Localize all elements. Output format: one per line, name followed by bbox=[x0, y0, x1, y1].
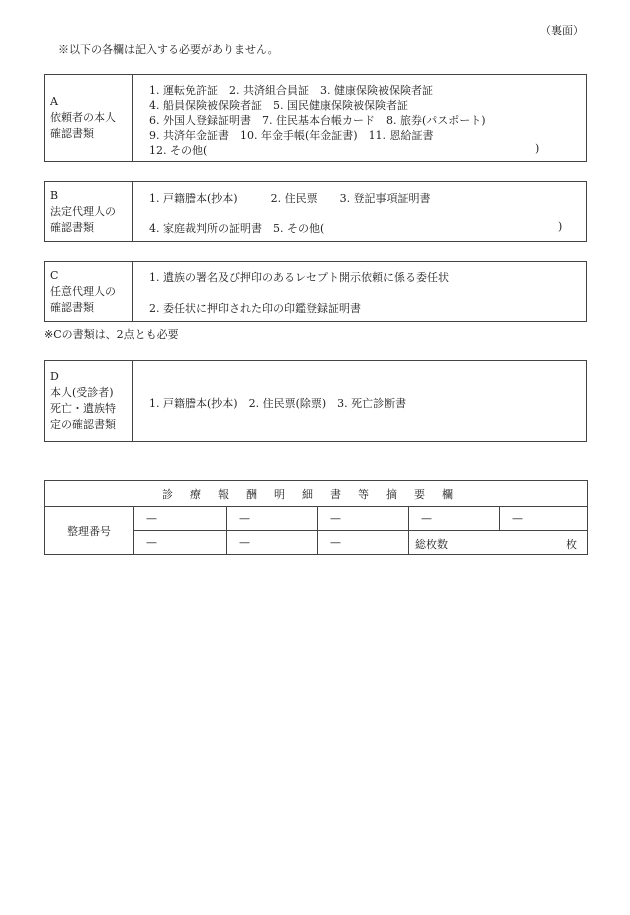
total-count-cell bbox=[409, 531, 588, 555]
section-a-line-2: 4. 船員保険被保険者証 5. 国民健康保険被保険者証 bbox=[149, 99, 408, 112]
section-a-line-5: 12. その他( bbox=[149, 144, 208, 157]
section-c-letter: C bbox=[50, 268, 59, 282]
section-a-box bbox=[44, 74, 587, 162]
total-label: 総枚数 bbox=[415, 538, 448, 551]
section-d-title-1: 本人(受診者) bbox=[50, 386, 114, 399]
section-b-letter: B bbox=[50, 188, 59, 202]
section-a-title-1: 依頼者の本人 bbox=[50, 111, 116, 124]
number-cell-6: — bbox=[134, 531, 227, 555]
section-b-title-2: 確認書類 bbox=[50, 220, 94, 234]
section-d-title-2: 死亡・遺族特 bbox=[50, 402, 116, 415]
section-d-label bbox=[45, 361, 133, 441]
section-d-letter: D bbox=[50, 370, 59, 383]
section-d-line-1: 1. 戸籍謄本(抄本) 2. 住民票(除票) 3. 死亡診断書 bbox=[149, 397, 407, 410]
section-a-label bbox=[45, 75, 133, 161]
number-cell-4: — bbox=[409, 507, 500, 531]
total-unit: 枚 bbox=[566, 538, 577, 551]
section-a-title-2: 確認書類 bbox=[50, 127, 94, 140]
section-d-box bbox=[44, 360, 587, 442]
number-cell-3: — bbox=[318, 507, 409, 531]
section-b-close-paren: ) bbox=[558, 220, 563, 233]
number-cell-7: — bbox=[227, 531, 318, 555]
page-side-label: （裏面） bbox=[540, 24, 584, 37]
section-c-note: ※Cの書類は、2点とも必要 bbox=[44, 328, 179, 341]
summary-table bbox=[44, 480, 588, 555]
section-c-box bbox=[44, 261, 587, 322]
number-cell-8: — bbox=[318, 531, 409, 555]
summary-title: 診療報酬明細書等摘要欄 bbox=[45, 481, 588, 507]
section-a-line-4: 9. 共済年金証書 10. 年金手帳(年金証書) 11. 恩給証書 bbox=[149, 129, 434, 142]
section-d-title-3: 定の確認書類 bbox=[50, 418, 116, 431]
number-cell-1: — bbox=[134, 507, 227, 531]
section-b-label bbox=[45, 182, 133, 241]
section-c-line-2: 2. 委任状に押印された印の印鑑登録証明書 bbox=[149, 302, 361, 315]
section-a-close-paren: ) bbox=[535, 142, 540, 155]
section-a-line-1: 1. 運転免許証 2. 共済組合員証 3. 健康保険被保険者証 bbox=[149, 84, 433, 97]
number-label: 整理番号 bbox=[45, 507, 134, 555]
section-b-box bbox=[44, 181, 587, 242]
section-c-label bbox=[45, 262, 133, 321]
section-b-title-1: 法定代理人の bbox=[50, 204, 116, 218]
section-b-line-2: 4. 家庭裁判所の証明書 5. その他( bbox=[149, 222, 325, 235]
section-c-title-2: 確認書類 bbox=[50, 300, 94, 314]
section-b-line-1: 1. 戸籍謄本(抄本) 2. 住民票 3. 登記事項証明書 bbox=[149, 192, 431, 205]
notice-text: ※以下の各欄は記入する必要がありません。 bbox=[58, 43, 279, 56]
number-cell-2: — bbox=[227, 507, 318, 531]
section-c-title-1: 任意代理人の bbox=[50, 284, 116, 298]
section-a-letter: A bbox=[50, 95, 58, 108]
section-c-line-1: 1. 遺族の署名及び押印のあるレセプト開示依頼に係る委任状 bbox=[149, 271, 449, 284]
section-a-line-3: 6. 外国人登録証明書 7. 住民基本台帳カード 8. 旅券(パスポート) bbox=[149, 114, 486, 127]
number-cell-5: — bbox=[500, 507, 588, 531]
